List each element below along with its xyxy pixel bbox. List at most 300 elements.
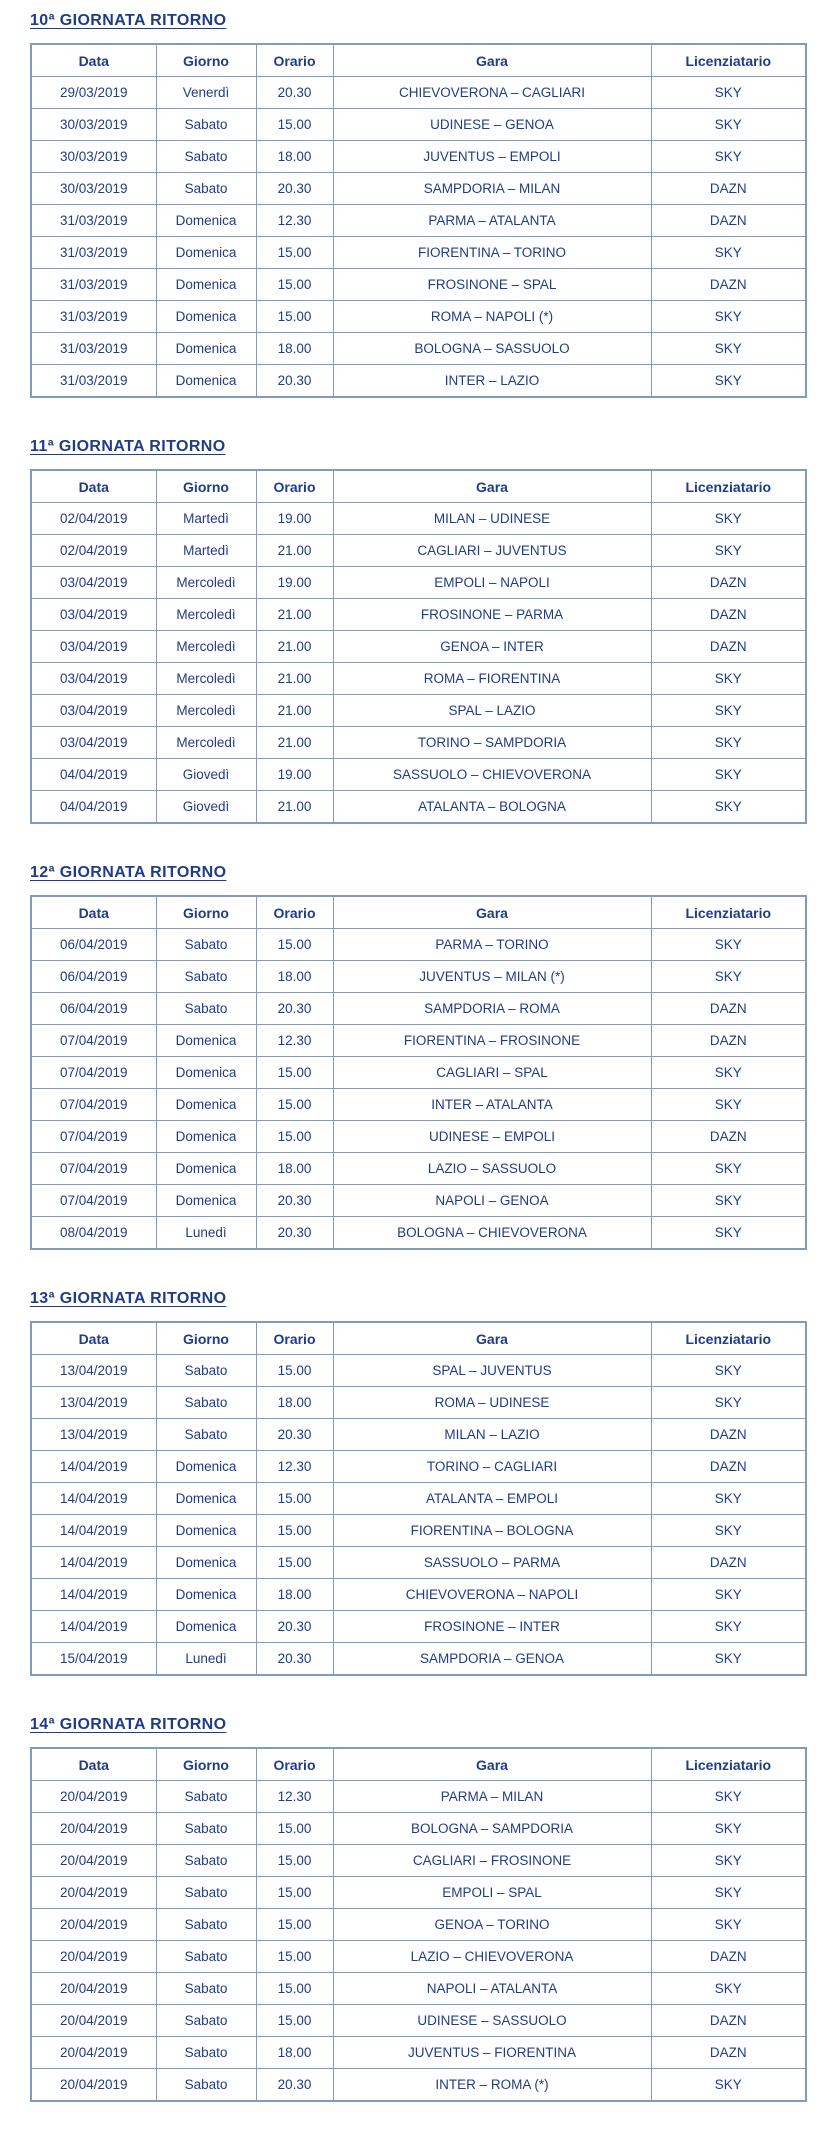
fixture-date: 14/04/2019: [31, 1515, 156, 1547]
fixture-broadcaster: SKY: [651, 695, 806, 727]
fixture-time: 18.00: [256, 961, 333, 993]
fixture-row: [31, 1877, 806, 1909]
fixture-broadcaster: SKY: [651, 1185, 806, 1217]
fixture-day: Sabato: [156, 1877, 256, 1909]
column-header-gara: Gara: [333, 44, 651, 77]
fixture-time: 20.30: [256, 2069, 333, 2102]
fixture-row: [31, 2069, 806, 2102]
fixture-time: 21.00: [256, 631, 333, 663]
fixture-broadcaster: SKY: [651, 929, 806, 961]
fixture-day: Domenica: [156, 1089, 256, 1121]
fixture-time: 19.00: [256, 567, 333, 599]
section-title: 13ª GIORNATA RITORNO: [30, 1290, 227, 1307]
fixture-time: 18.00: [256, 1387, 333, 1419]
fixture-match: LAZIO – SASSUOLO: [333, 1153, 651, 1185]
fixture-time: 18.00: [256, 1579, 333, 1611]
fixture-day: Domenica: [156, 1483, 256, 1515]
column-header-data: Data: [31, 44, 156, 77]
fixture-time: 15.00: [256, 2005, 333, 2037]
fixture-time: 21.00: [256, 663, 333, 695]
fixture-broadcaster: SKY: [651, 1813, 806, 1845]
fixture-row: [31, 237, 806, 269]
fixture-broadcaster: SKY: [651, 1909, 806, 1941]
fixture-time: 12.30: [256, 1451, 333, 1483]
fixture-time: 15.00: [256, 1941, 333, 1973]
fixture-match: FROSINONE – INTER: [333, 1611, 651, 1643]
fixture-row: [31, 759, 806, 791]
fixture-day: Sabato: [156, 173, 256, 205]
fixture-date: 14/04/2019: [31, 1579, 156, 1611]
fixture-match: FROSINONE – PARMA: [333, 599, 651, 631]
fixture-row: [31, 961, 806, 993]
fixture-time: 18.00: [256, 141, 333, 173]
fixture-row: [31, 503, 806, 535]
fixture-match: SPAL – LAZIO: [333, 695, 651, 727]
table-header-row: [31, 896, 806, 929]
fixture-date: 30/03/2019: [31, 173, 156, 205]
fixture-broadcaster: SKY: [651, 77, 806, 109]
fixture-match: EMPOLI – SPAL: [333, 1877, 651, 1909]
fixture-date: 20/04/2019: [31, 1813, 156, 1845]
fixture-broadcaster: DAZN: [651, 2005, 806, 2037]
fixture-date: 14/04/2019: [31, 1611, 156, 1643]
fixtures-table: [30, 469, 807, 824]
fixture-day: Sabato: [156, 2005, 256, 2037]
fixture-time: 15.00: [256, 1813, 333, 1845]
fixture-broadcaster: DAZN: [651, 1941, 806, 1973]
section-title: 11ª GIORNATA RITORNO: [30, 438, 226, 455]
fixture-day: Sabato: [156, 1387, 256, 1419]
fixture-match: BOLOGNA – CHIEVOVERONA: [333, 1217, 651, 1250]
fixture-match: EMPOLI – NAPOLI: [333, 567, 651, 599]
fixture-date: 04/04/2019: [31, 759, 156, 791]
giornata-section: [26, 1290, 805, 1676]
fixture-row: [31, 1419, 806, 1451]
fixture-day: Mercoledì: [156, 727, 256, 759]
fixture-day: Sabato: [156, 109, 256, 141]
fixture-match: CHIEVOVERONA – CAGLIARI: [333, 77, 651, 109]
fixture-row: [31, 1025, 806, 1057]
fixture-broadcaster: SKY: [651, 1579, 806, 1611]
fixture-row: [31, 1153, 806, 1185]
fixture-day: Sabato: [156, 141, 256, 173]
table-header-row: [31, 1322, 806, 1355]
fixture-match: CAGLIARI – FROSINONE: [333, 1845, 651, 1877]
column-header-data: Data: [31, 470, 156, 503]
fixture-match: FIORENTINA – TORINO: [333, 237, 651, 269]
fixture-broadcaster: DAZN: [651, 1025, 806, 1057]
fixture-time: 15.00: [256, 1483, 333, 1515]
column-header-gara: Gara: [333, 470, 651, 503]
fixture-date: 07/04/2019: [31, 1025, 156, 1057]
column-header-gara: Gara: [333, 1748, 651, 1781]
fixture-match: JUVENTUS – MILAN (*): [333, 961, 651, 993]
fixture-row: [31, 1781, 806, 1813]
fixture-day: Domenica: [156, 237, 256, 269]
fixture-broadcaster: SKY: [651, 727, 806, 759]
fixture-row: [31, 1973, 806, 2005]
fixture-time: 20.30: [256, 77, 333, 109]
column-header-orario: Orario: [256, 44, 333, 77]
fixture-date: 07/04/2019: [31, 1121, 156, 1153]
fixture-match: SASSUOLO – CHIEVOVERONA: [333, 759, 651, 791]
column-header-orario: Orario: [256, 1748, 333, 1781]
fixture-time: 21.00: [256, 535, 333, 567]
giornata-section: [26, 864, 805, 1250]
column-header-orario: Orario: [256, 470, 333, 503]
fixture-match: SASSUOLO – PARMA: [333, 1547, 651, 1579]
fixtures-body: [31, 929, 806, 1250]
fixture-time: 12.30: [256, 205, 333, 237]
fixture-date: 20/04/2019: [31, 1877, 156, 1909]
fixture-time: 15.00: [256, 1845, 333, 1877]
fixture-broadcaster: DAZN: [651, 173, 806, 205]
fixture-day: Domenica: [156, 1057, 256, 1089]
fixture-day: Mercoledì: [156, 663, 256, 695]
fixture-match: FIORENTINA – BOLOGNA: [333, 1515, 651, 1547]
fixture-broadcaster: SKY: [651, 1845, 806, 1877]
fixture-day: Lunedì: [156, 1217, 256, 1250]
fixture-day: Domenica: [156, 1579, 256, 1611]
fixture-row: [31, 631, 806, 663]
fixture-date: 06/04/2019: [31, 929, 156, 961]
fixture-match: TORINO – SAMPDORIA: [333, 727, 651, 759]
fixture-broadcaster: SKY: [651, 535, 806, 567]
fixture-match: UDINESE – GENOA: [333, 109, 651, 141]
fixture-date: 31/03/2019: [31, 237, 156, 269]
fixture-match: INTER – ATALANTA: [333, 1089, 651, 1121]
fixture-day: Domenica: [156, 1515, 256, 1547]
fixture-broadcaster: DAZN: [651, 269, 806, 301]
fixture-time: 15.00: [256, 1355, 333, 1387]
fixture-match: FROSINONE – SPAL: [333, 269, 651, 301]
fixture-row: [31, 993, 806, 1025]
fixture-date: 31/03/2019: [31, 365, 156, 398]
table-header-row: [31, 44, 806, 77]
table-header-row: [31, 1748, 806, 1781]
fixture-time: 21.00: [256, 727, 333, 759]
fixture-row: [31, 1185, 806, 1217]
fixture-broadcaster: SKY: [651, 1515, 806, 1547]
fixture-match: SPAL – JUVENTUS: [333, 1355, 651, 1387]
fixture-day: Sabato: [156, 1973, 256, 2005]
fixture-broadcaster: SKY: [651, 365, 806, 398]
fixture-date: 07/04/2019: [31, 1057, 156, 1089]
fixture-time: 20.30: [256, 1643, 333, 1676]
section-title: 10ª GIORNATA RITORNO: [30, 12, 227, 29]
fixture-row: [31, 791, 806, 824]
fixtures-body: [31, 1781, 806, 2102]
fixture-row: [31, 1515, 806, 1547]
fixture-date: 29/03/2019: [31, 77, 156, 109]
fixture-time: 20.30: [256, 1185, 333, 1217]
table-header-row: [31, 470, 806, 503]
fixture-broadcaster: DAZN: [651, 993, 806, 1025]
fixtures-table: [30, 1321, 807, 1676]
fixture-date: 08/04/2019: [31, 1217, 156, 1250]
fixture-row: [31, 1845, 806, 1877]
fixture-row: [31, 1909, 806, 1941]
fixture-time: 19.00: [256, 759, 333, 791]
fixture-day: Sabato: [156, 1813, 256, 1845]
column-header-giorno: Giorno: [156, 44, 256, 77]
fixture-day: Sabato: [156, 1419, 256, 1451]
fixture-time: 15.00: [256, 1089, 333, 1121]
section-title: 12ª GIORNATA RITORNO: [30, 864, 227, 881]
fixture-date: 20/04/2019: [31, 2037, 156, 2069]
fixture-row: [31, 535, 806, 567]
fixture-match: GENOA – INTER: [333, 631, 651, 663]
fixtures-body: [31, 503, 806, 824]
column-header-gara: Gara: [333, 896, 651, 929]
column-header-giorno: Giorno: [156, 1748, 256, 1781]
fixture-broadcaster: SKY: [651, 1355, 806, 1387]
fixture-day: Sabato: [156, 993, 256, 1025]
giornata-section: [26, 438, 805, 824]
fixture-day: Domenica: [156, 1611, 256, 1643]
fixture-broadcaster: SKY: [651, 1973, 806, 2005]
fixture-time: 21.00: [256, 695, 333, 727]
fixture-match: INTER – LAZIO: [333, 365, 651, 398]
giornata-section: [26, 1716, 805, 2102]
fixture-match: ROMA – UDINESE: [333, 1387, 651, 1419]
fixture-date: 07/04/2019: [31, 1153, 156, 1185]
fixture-match: SAMPDORIA – MILAN: [333, 173, 651, 205]
fixture-day: Mercoledì: [156, 599, 256, 631]
fixture-date: 07/04/2019: [31, 1185, 156, 1217]
fixture-date: 31/03/2019: [31, 333, 156, 365]
fixture-match: SAMPDORIA – GENOA: [333, 1643, 651, 1676]
fixture-date: 14/04/2019: [31, 1483, 156, 1515]
fixture-match: PARMA – ATALANTA: [333, 205, 651, 237]
fixture-row: [31, 567, 806, 599]
fixture-day: Venerdì: [156, 77, 256, 109]
fixture-row: [31, 1217, 806, 1250]
fixture-date: 03/04/2019: [31, 567, 156, 599]
fixture-row: [31, 1483, 806, 1515]
fixture-date: 04/04/2019: [31, 791, 156, 824]
fixture-date: 13/04/2019: [31, 1355, 156, 1387]
fixture-row: [31, 205, 806, 237]
fixture-match: GENOA – TORINO: [333, 1909, 651, 1941]
fixture-row: [31, 1941, 806, 1973]
fixture-broadcaster: SKY: [651, 333, 806, 365]
fixture-time: 12.30: [256, 1781, 333, 1813]
fixture-row: [31, 301, 806, 333]
fixture-match: LAZIO – CHIEVOVERONA: [333, 1941, 651, 1973]
fixture-date: 20/04/2019: [31, 2005, 156, 2037]
fixture-day: Martedì: [156, 535, 256, 567]
fixture-day: Domenica: [156, 205, 256, 237]
column-header-licenziatario: Licenziatario: [651, 1322, 806, 1355]
fixture-broadcaster: DAZN: [651, 2037, 806, 2069]
fixture-match: UDINESE – EMPOLI: [333, 1121, 651, 1153]
fixture-match: ATALANTA – EMPOLI: [333, 1483, 651, 1515]
fixture-day: Sabato: [156, 1941, 256, 1973]
fixture-day: Domenica: [156, 1451, 256, 1483]
fixture-row: [31, 2037, 806, 2069]
fixture-match: MILAN – UDINESE: [333, 503, 651, 535]
fixture-row: [31, 1355, 806, 1387]
fixture-date: 30/03/2019: [31, 141, 156, 173]
fixture-broadcaster: SKY: [651, 791, 806, 824]
fixture-broadcaster: DAZN: [651, 1547, 806, 1579]
column-header-giorno: Giorno: [156, 1322, 256, 1355]
fixture-match: CAGLIARI – SPAL: [333, 1057, 651, 1089]
fixtures-table: [30, 1747, 807, 2102]
fixture-broadcaster: SKY: [651, 759, 806, 791]
fixture-time: 15.00: [256, 1877, 333, 1909]
fixture-broadcaster: SKY: [651, 1153, 806, 1185]
fixture-date: 03/04/2019: [31, 631, 156, 663]
column-header-orario: Orario: [256, 896, 333, 929]
fixture-date: 03/04/2019: [31, 695, 156, 727]
fixture-date: 03/04/2019: [31, 727, 156, 759]
fixture-time: 15.00: [256, 1515, 333, 1547]
fixture-match: ROMA – FIORENTINA: [333, 663, 651, 695]
fixture-time: 12.30: [256, 1025, 333, 1057]
fixture-broadcaster: SKY: [651, 663, 806, 695]
fixture-day: Sabato: [156, 961, 256, 993]
fixture-match: NAPOLI – ATALANTA: [333, 1973, 651, 2005]
fixture-date: 14/04/2019: [31, 1451, 156, 1483]
fixture-broadcaster: SKY: [651, 1877, 806, 1909]
column-header-data: Data: [31, 1322, 156, 1355]
fixture-row: [31, 141, 806, 173]
fixture-time: 20.30: [256, 1217, 333, 1250]
fixture-row: [31, 1611, 806, 1643]
fixture-day: Lunedì: [156, 1643, 256, 1676]
fixture-broadcaster: DAZN: [651, 1121, 806, 1153]
fixture-row: [31, 1579, 806, 1611]
fixture-match: PARMA – TORINO: [333, 929, 651, 961]
fixture-day: Sabato: [156, 929, 256, 961]
fixture-date: 06/04/2019: [31, 961, 156, 993]
fixture-day: Domenica: [156, 333, 256, 365]
fixture-time: 19.00: [256, 503, 333, 535]
fixture-time: 15.00: [256, 269, 333, 301]
fixture-time: 15.00: [256, 301, 333, 333]
fixture-time: 20.30: [256, 1419, 333, 1451]
fixture-match: SAMPDORIA – ROMA: [333, 993, 651, 1025]
fixture-match: BOLOGNA – SAMPDORIA: [333, 1813, 651, 1845]
fixture-date: 06/04/2019: [31, 993, 156, 1025]
fixture-broadcaster: SKY: [651, 503, 806, 535]
fixture-date: 03/04/2019: [31, 663, 156, 695]
fixture-date: 02/04/2019: [31, 535, 156, 567]
fixture-time: 20.30: [256, 1611, 333, 1643]
fixture-broadcaster: DAZN: [651, 205, 806, 237]
fixture-day: Domenica: [156, 1121, 256, 1153]
fixture-time: 15.00: [256, 109, 333, 141]
fixture-time: 20.30: [256, 173, 333, 205]
fixture-day: Mercoledì: [156, 695, 256, 727]
fixture-row: [31, 929, 806, 961]
column-header-orario: Orario: [256, 1322, 333, 1355]
fixture-day: Sabato: [156, 2037, 256, 2069]
fixture-row: [31, 1451, 806, 1483]
fixture-broadcaster: SKY: [651, 109, 806, 141]
fixture-match: FIORENTINA – FROSINONE: [333, 1025, 651, 1057]
fixture-day: Mercoledì: [156, 567, 256, 599]
fixture-broadcaster: DAZN: [651, 599, 806, 631]
fixture-row: [31, 269, 806, 301]
fixture-day: Sabato: [156, 1781, 256, 1813]
fixture-row: [31, 1121, 806, 1153]
fixture-broadcaster: SKY: [651, 237, 806, 269]
fixture-match: ROMA – NAPOLI (*): [333, 301, 651, 333]
fixture-row: [31, 727, 806, 759]
fixture-match: UDINESE – SASSUOLO: [333, 2005, 651, 2037]
fixture-time: 18.00: [256, 2037, 333, 2069]
fixture-date: 31/03/2019: [31, 269, 156, 301]
fixture-match: PARMA – MILAN: [333, 1781, 651, 1813]
fixture-day: Sabato: [156, 2069, 256, 2102]
fixture-day: Sabato: [156, 1909, 256, 1941]
fixture-date: 13/04/2019: [31, 1387, 156, 1419]
fixture-broadcaster: SKY: [651, 961, 806, 993]
fixtures-table: [30, 895, 807, 1250]
fixture-time: 15.00: [256, 1909, 333, 1941]
fixture-row: [31, 2005, 806, 2037]
fixture-date: 31/03/2019: [31, 205, 156, 237]
fixture-row: [31, 663, 806, 695]
fixture-match: CAGLIARI – JUVENTUS: [333, 535, 651, 567]
fixture-day: Domenica: [156, 269, 256, 301]
fixture-time: 21.00: [256, 599, 333, 631]
fixture-date: 02/04/2019: [31, 503, 156, 535]
fixture-day: Giovedì: [156, 791, 256, 824]
fixture-time: 15.00: [256, 1057, 333, 1089]
fixture-day: Domenica: [156, 1025, 256, 1057]
fixture-time: 15.00: [256, 237, 333, 269]
fixture-time: 18.00: [256, 1153, 333, 1185]
fixture-time: 15.00: [256, 1121, 333, 1153]
fixture-row: [31, 109, 806, 141]
fixture-match: MILAN – LAZIO: [333, 1419, 651, 1451]
fixture-day: Domenica: [156, 1547, 256, 1579]
fixture-date: 13/04/2019: [31, 1419, 156, 1451]
fixture-row: [31, 1387, 806, 1419]
fixture-time: 18.00: [256, 333, 333, 365]
fixture-date: 20/04/2019: [31, 1845, 156, 1877]
fixture-match: JUVENTUS – FIORENTINA: [333, 2037, 651, 2069]
fixture-row: [31, 173, 806, 205]
fixture-broadcaster: SKY: [651, 2069, 806, 2102]
fixture-time: 20.30: [256, 365, 333, 398]
fixture-date: 20/04/2019: [31, 1973, 156, 2005]
fixture-date: 30/03/2019: [31, 109, 156, 141]
fixture-broadcaster: SKY: [651, 1781, 806, 1813]
fixture-broadcaster: SKY: [651, 1089, 806, 1121]
fixture-row: [31, 333, 806, 365]
fixtures-table: [30, 43, 807, 398]
column-header-licenziatario: Licenziatario: [651, 44, 806, 77]
fixture-day: Domenica: [156, 1185, 256, 1217]
fixture-broadcaster: DAZN: [651, 631, 806, 663]
fixture-match: CHIEVOVERONA – NAPOLI: [333, 1579, 651, 1611]
fixture-row: [31, 1057, 806, 1089]
fixture-match: BOLOGNA – SASSUOLO: [333, 333, 651, 365]
fixture-date: 20/04/2019: [31, 1781, 156, 1813]
column-header-data: Data: [31, 896, 156, 929]
fixture-row: [31, 365, 806, 398]
fixture-row: [31, 1643, 806, 1676]
fixture-date: 31/03/2019: [31, 301, 156, 333]
fixture-time: 15.00: [256, 1547, 333, 1579]
fixture-date: 20/04/2019: [31, 2069, 156, 2102]
column-header-licenziatario: Licenziatario: [651, 896, 806, 929]
